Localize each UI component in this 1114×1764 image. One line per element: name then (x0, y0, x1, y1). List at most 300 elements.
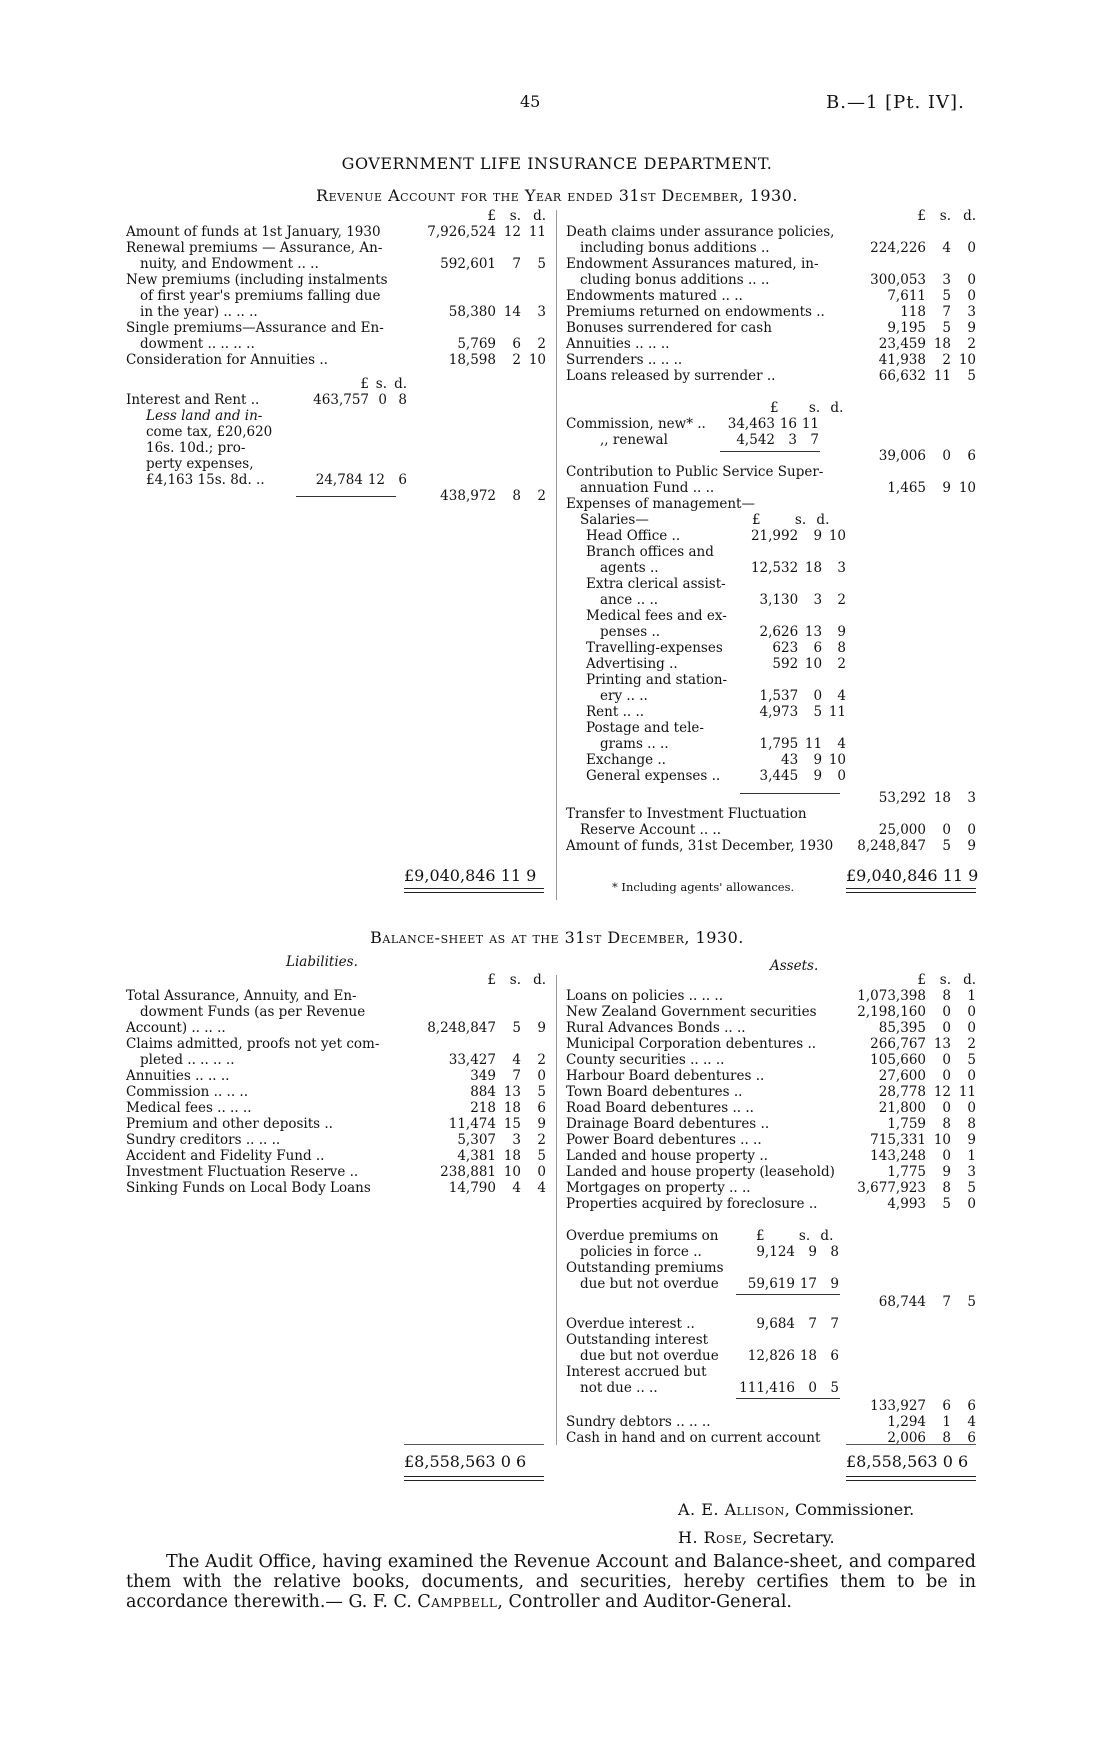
overdue-a2-pounds: 59,619 (747, 1276, 795, 1292)
asset-row-shillings: 12 (933, 1084, 951, 1100)
expense-item-shillings: 0 (813, 688, 823, 704)
expense-item-pounds (727, 720, 798, 736)
revenue-divider (556, 210, 557, 900)
income-row-pounds (416, 240, 496, 256)
asset-row-label: Drainage Board debentures .. (566, 1116, 770, 1132)
expense-item-label: ery .. .. (600, 688, 648, 704)
asset-row-pounds: 1,775 (887, 1164, 926, 1180)
commission-new-pounds: 34,463 (727, 416, 775, 432)
interest-pence-head: d. (394, 376, 407, 392)
expense-item-pence (822, 672, 846, 688)
liability-row (126, 1116, 546, 1132)
expenditure-row-label: Bonuses surrendered for cash (566, 320, 772, 336)
expenditure-row (566, 272, 976, 288)
interest-a2-pounds: 12,826 (747, 1348, 795, 1364)
liability-row-pence (521, 1036, 546, 1052)
expense-item-shillings: 10 (804, 656, 823, 672)
less-amount-shillings: 12 (367, 472, 385, 488)
expenditure-row (566, 336, 976, 352)
asset-row-label: New Zealand Government securities (566, 1004, 817, 1020)
expenditure-row-label: Premiums returned on endowments .. (566, 304, 825, 320)
asset-row-pounds: 27,600 (878, 1068, 926, 1084)
revenue-total-left-rule (404, 888, 544, 893)
cash-shillings: 8 (942, 1430, 951, 1446)
interest-amount-shillings: 0 (378, 392, 387, 408)
liability-row (126, 1164, 546, 1180)
asset-row (566, 988, 976, 1004)
income-row (126, 304, 546, 320)
expenditure-row (566, 352, 976, 368)
income-row-pence: 5 (537, 256, 546, 272)
asset-row (566, 1036, 976, 1052)
asset-row-pounds: 28,778 (878, 1084, 926, 1100)
expense-item (586, 736, 846, 752)
contribution-shillings: 9 (942, 480, 951, 496)
expenditure-row-pence (951, 256, 976, 272)
asset-row-shillings: 13 (933, 1036, 951, 1052)
expenses-heading: Expenses of management— (566, 496, 755, 512)
expenditure-row-shillings (926, 224, 951, 240)
expense-item (586, 640, 846, 656)
overdue-a1-pence: 8 (830, 1244, 839, 1260)
liability-row-pence: 0 (537, 1068, 546, 1084)
asset-row-pounds: 3,677,923 (857, 1180, 926, 1196)
commission-renewal-shillings: 3 (788, 432, 797, 448)
overdue-a1-shillings: 9 (808, 1244, 817, 1260)
income-row-pounds: 58,380 (448, 304, 496, 320)
income-row-pounds: 7,926,524 (427, 224, 496, 240)
expenditure-row (566, 256, 976, 272)
asset-row-pence: 0 (967, 1100, 976, 1116)
expenditure-row-pence: 9 (967, 320, 976, 336)
asset-row-pence: 9 (967, 1132, 976, 1148)
less-line-3: 16s. 10d.; pro- (146, 440, 246, 456)
income-row-pounds: 592,601 (440, 256, 496, 272)
liability-row-shillings: 18 (503, 1148, 521, 1164)
interest-a2-pence: 6 (830, 1348, 839, 1364)
income-row (126, 272, 546, 288)
commissioner-name: A. E. Allison (678, 1500, 785, 1519)
signature-secretary (678, 1528, 835, 1547)
pound-head: £ (487, 208, 496, 224)
interest-total-pounds: 133,927 (870, 1398, 926, 1414)
asset-row-label: Harbour Board debentures .. (566, 1068, 765, 1084)
interest-a3-pounds: 111,416 (739, 1380, 795, 1396)
expense-item-label: Travelling-expenses (586, 640, 723, 656)
expenditure-row-label: Loans released by surrender .. (566, 368, 776, 384)
expense-item-pounds: 3,130 (759, 592, 799, 608)
asset-row (566, 1100, 976, 1116)
auditor-name: Campbell (417, 1592, 498, 1612)
less-amount-pounds: 24,784 (315, 472, 363, 488)
income-row-pence: 3 (537, 304, 546, 320)
asset-row (566, 1164, 976, 1180)
liability-row (126, 1084, 546, 1100)
liability-row-pence (521, 988, 546, 1004)
asset-row-pounds: 143,248 (870, 1148, 926, 1164)
expenditure-row (566, 304, 976, 320)
expenditure-row-label: Endowments matured .. .. (566, 288, 743, 304)
less-line-5: £4,163 15s. 8d. .. (146, 472, 265, 488)
asset-row-pence: 5 (967, 1180, 976, 1196)
expense-item (586, 704, 846, 720)
interest-rule (736, 1398, 840, 1399)
less-rule (296, 496, 396, 497)
expenditure-row-shillings: 5 (942, 288, 951, 304)
asset-row-label: Town Board debentures .. (566, 1084, 743, 1100)
interest-line-1: Overdue interest .. (566, 1316, 695, 1332)
expense-item-label: Branch offices and (586, 544, 714, 560)
expense-item-pence (822, 720, 846, 736)
asset-row-pounds: 85,395 (878, 1020, 926, 1036)
asset-row-label: Loans on policies .. .. .. (566, 988, 723, 1004)
expense-item-pence: 3 (837, 560, 846, 576)
page-title: GOVERNMENT LIFE INSURANCE DEPARTMENT. (341, 154, 773, 173)
asset-row-pence: 0 (967, 1068, 976, 1084)
revenue-currency-head (126, 208, 546, 224)
income-row-shillings: 6 (512, 336, 521, 352)
overdue-line-3: Outstanding premiums (566, 1260, 724, 1276)
liability-row-pounds: 14,790 (448, 1180, 496, 1196)
expense-item (586, 656, 846, 672)
liability-row-label: Sundry creditors .. .. .. (126, 1132, 281, 1148)
expenditure-row-shillings: 7 (942, 304, 951, 320)
asset-row (566, 1020, 976, 1036)
liability-row-shillings: 4 (512, 1052, 521, 1068)
asset-pound-head: £ (917, 972, 926, 988)
liability-row (126, 1148, 546, 1164)
expense-item-pence: 0 (837, 768, 846, 784)
asset-row (566, 1180, 976, 1196)
income-row-pence: 11 (528, 224, 546, 240)
expenses-total-pence: 3 (967, 790, 976, 806)
cash-pounds: 2,006 (887, 1430, 926, 1446)
liabilities-heading: Liabilities. (286, 954, 358, 970)
expenditure-row-pounds: 7,611 (887, 288, 926, 304)
contribution-pence: 10 (958, 480, 976, 496)
expenditure-row-pence (951, 224, 976, 240)
expenditure-row-pounds: 9,195 (887, 320, 926, 336)
sundry-shillings: 1 (942, 1414, 951, 1430)
liability-row-pence: 5 (537, 1084, 546, 1100)
asset-row-shillings: 0 (942, 1052, 951, 1068)
footnote: * Including agents' allowances. (612, 880, 795, 894)
expenditure-row-shillings: 4 (942, 240, 951, 256)
expense-item-shillings: 9 (813, 752, 823, 768)
expenditure-row-label: Death claims under assurance policies, (566, 224, 835, 240)
income-row-label: New premiums (including instalments (126, 272, 388, 288)
expense-item-pence: 10 (828, 528, 846, 544)
commission-renewal-pounds: 4,542 (736, 432, 775, 448)
liab-pound-head: £ (487, 972, 496, 988)
liability-row (126, 1068, 546, 1084)
asset-row-pounds: 4,993 (887, 1196, 926, 1212)
expenditure-row-shillings: 11 (933, 368, 951, 384)
secretary-role: , Secretary. (742, 1528, 835, 1547)
liabilities-side (126, 972, 546, 1196)
income-row-pence: 2 (537, 336, 546, 352)
liability-row-label: Commission .. .. .. (126, 1084, 248, 1100)
income-row-label: Single premiums—Assurance and En- (126, 320, 384, 336)
commission-renewal-label: ,, renewal (600, 432, 668, 448)
commission-pound-head: £ (770, 400, 779, 416)
liability-row-shillings: 5 (512, 1020, 521, 1036)
sundry-pence: 4 (967, 1414, 976, 1430)
expense-item (586, 752, 846, 768)
asset-row-shillings: 9 (942, 1164, 951, 1180)
liability-row-pounds: 5,307 (457, 1132, 496, 1148)
liability-row-label: Accident and Fidelity Fund .. (126, 1148, 325, 1164)
income-row-pence (521, 320, 546, 336)
cash-label: Cash in hand and on current account (566, 1430, 821, 1446)
page-number: 45 (520, 92, 541, 111)
revenue-expenditure-side (566, 208, 976, 384)
expense-item-pence: 4 (837, 736, 846, 752)
liability-row-pounds: 884 (470, 1084, 496, 1100)
balance-total-right: £8,558,563 0 6 (846, 1452, 969, 1471)
asset-row-shillings: 8 (942, 1116, 951, 1132)
expense-item-label: grams .. .. (600, 736, 669, 752)
income-row-pence (521, 272, 546, 288)
expense-item-label: Advertising .. (586, 656, 678, 672)
secretary-name: H. Rose (678, 1528, 743, 1547)
overdue-pound-head: £ (756, 1228, 765, 1244)
expenses-list (586, 528, 846, 784)
liability-row-label: pleted .. .. .. .. (140, 1052, 235, 1068)
funds-end-pounds: 8,248,847 (857, 838, 926, 854)
asset-row-label: Power Board debentures .. .. (566, 1132, 762, 1148)
expense-item-pence: 2 (837, 592, 846, 608)
overdue-currency-head (756, 1228, 833, 1244)
commission-head (770, 400, 843, 416)
asset-row-pence: 11 (958, 1084, 976, 1100)
expense-item-shillings: 5 (813, 704, 823, 720)
expenditure-row-shillings: 18 (933, 336, 951, 352)
expense-item-pence (822, 576, 846, 592)
expenditure-row (566, 224, 976, 240)
revenue-income-side (126, 208, 546, 368)
liability-row-shillings: 10 (503, 1164, 521, 1180)
expense-item-pounds: 1,537 (759, 688, 799, 704)
commission-new-shillings: 16 (779, 416, 797, 432)
revenue-total-right: £9,040,846 11 9 (846, 866, 979, 885)
commission-total-shillings: 0 (942, 448, 951, 464)
assets-heading: Assets. (770, 958, 819, 974)
asset-row (566, 1132, 976, 1148)
interest-shilling-head: s. (375, 376, 387, 392)
expense-item-pence: 2 (837, 656, 846, 672)
expense-item-label: General expenses .. (586, 768, 721, 784)
expense-item (586, 688, 846, 704)
liab-pence-head: d. (533, 972, 546, 988)
liability-row-pence: 0 (537, 1164, 546, 1180)
liability-row-pounds: 4,381 (457, 1148, 496, 1164)
expense-item (586, 528, 846, 544)
overdue-pence-head: d. (820, 1228, 834, 1244)
funds-end-label: Amount of funds, 31st December, 1930 (566, 838, 834, 854)
balance-divider (556, 975, 557, 1445)
asset-row (566, 1116, 976, 1132)
expenditure-row-pounds: 41,938 (878, 352, 926, 368)
asset-row-label: Road Board debentures .. .. (566, 1100, 754, 1116)
expense-item-label: Rent .. .. (586, 704, 645, 720)
expense-item-label: Head Office .. (586, 528, 681, 544)
asset-row-shillings: 10 (933, 1132, 951, 1148)
expenditure-row-pounds: 23,459 (878, 336, 926, 352)
expenditure-row-pounds: 300,053 (870, 272, 926, 288)
asset-row-label: Properties acquired by foreclosure .. (566, 1196, 818, 1212)
assets-side (566, 972, 976, 1212)
asset-row-shillings: 0 (942, 1004, 951, 1020)
auditor-role: , Controller and Auditor-General. (497, 1592, 792, 1612)
expenditure-row (566, 320, 976, 336)
income-row-pounds: 5,769 (457, 336, 496, 352)
asset-row-pence: 1 (967, 988, 976, 1004)
liability-row-pounds: 238,881 (440, 1164, 496, 1180)
expense-item-pounds: 623 (772, 640, 799, 656)
asset-row-shillings: 0 (942, 1068, 951, 1084)
asset-pence-head: d. (963, 972, 976, 988)
liability-row-label: Total Assurance, Annuity, and En- (126, 988, 357, 1004)
income-row-label: of first year's premiums falling due (140, 288, 381, 304)
overdue-a2-pence: 9 (830, 1276, 839, 1292)
expenditure-row-pence: 2 (967, 336, 976, 352)
overdue-line-4: due but not overdue (580, 1276, 719, 1292)
income-row (126, 288, 546, 304)
expenditure-row (566, 240, 976, 256)
expenditure-row-label: including bonus additions .. (580, 240, 770, 256)
pence-head: d. (533, 208, 546, 224)
expense-item-shillings: 9 (813, 528, 823, 544)
expense-item-pounds: 1,795 (759, 736, 799, 752)
asset-row (566, 1004, 976, 1020)
asset-row-label: Rural Advances Bonds .. .. (566, 1020, 746, 1036)
liability-row-shillings: 7 (512, 1068, 521, 1084)
commission-shilling-head: s. (808, 400, 821, 416)
asset-row-pounds: 266,767 (870, 1036, 926, 1052)
asset-row-pence: 0 (967, 1196, 976, 1212)
liability-row-pounds: 218 (470, 1100, 496, 1116)
interest-amount-pence: 8 (398, 392, 407, 408)
transfer-line-2: Reserve Account .. .. (580, 822, 721, 838)
expense-item-shillings: 11 (804, 736, 823, 752)
asset-row-pence: 1 (967, 1148, 976, 1164)
expenditure-row (566, 288, 976, 304)
expense-item-shillings: 6 (813, 640, 823, 656)
liability-row-pounds (416, 988, 496, 1004)
expense-item (586, 544, 846, 560)
sundry-pounds: 1,294 (887, 1414, 926, 1430)
expense-item-shillings (798, 672, 822, 688)
expenses-currency-head (752, 512, 829, 528)
expense-item (586, 720, 846, 736)
income-row-shillings: 7 (512, 256, 521, 272)
income-row-label: Amount of funds at 1st January, 1930 (126, 224, 381, 240)
income-row-pence (521, 240, 546, 256)
asset-row-shillings: 0 (942, 1100, 951, 1116)
expense-item-shillings: 9 (813, 768, 823, 784)
expense-item-pounds: 21,992 (750, 528, 799, 544)
liab-shilling-head: s. (509, 972, 521, 988)
expenses-pence-head: d. (816, 512, 830, 528)
liability-row-pounds: 8,248,847 (427, 1020, 496, 1036)
expense-item (586, 624, 846, 640)
expense-item-pounds: 592 (772, 656, 799, 672)
audit-text: The Audit Office, having examined the Revenue Account and Balance-sheet, and compared them with the relative books, documents, and securities, hereby certifies them to be in accordance therewith.— G. F. C. (126, 1552, 976, 1612)
less-line-2: come tax, £20,620 (146, 424, 273, 440)
expense-item (586, 768, 846, 784)
expenditure-row-label: Endowment Assurances matured, in- (566, 256, 819, 272)
expense-item-pounds: 2,626 (759, 624, 799, 640)
interest-total-shillings: 6 (942, 1398, 951, 1414)
asset-row-shillings: 0 (942, 1148, 951, 1164)
expenditure-row-pounds: 118 (900, 304, 926, 320)
income-row-pounds (416, 272, 496, 288)
expenditure-row-pounds: 66,632 (878, 368, 926, 384)
liability-row-label: Account) .. .. .. (126, 1020, 226, 1036)
interest-rent-block (126, 376, 546, 408)
income-row-shillings: 12 (503, 224, 521, 240)
liability-row-pence: 4 (537, 1180, 546, 1196)
income-row-shillings (496, 320, 521, 336)
expenditure-row-label: Annuities .. .. .. (566, 336, 670, 352)
funds-end-pence: 9 (967, 838, 976, 854)
expenditure-row-pence: 0 (967, 272, 976, 288)
income-row-label: dowment .. .. .. .. (140, 336, 255, 352)
asset-row-label: Mortgages on property .. .. (566, 1180, 751, 1196)
expense-item-label: Printing and station- (586, 672, 728, 688)
liability-row-label: Sinking Funds on Local Body Loans (126, 1180, 371, 1196)
income-row-label: Renewal premiums — Assurance, An- (126, 240, 383, 256)
expenditure-row-pence: 0 (967, 288, 976, 304)
expense-item (586, 560, 846, 576)
expense-item-pounds (727, 608, 798, 624)
expense-item-label: penses .. (600, 624, 661, 640)
commission-total-pounds: 39,006 (878, 448, 926, 464)
liability-row-shillings (496, 988, 521, 1004)
expense-item-pounds: 3,445 (759, 768, 799, 784)
asset-row-pounds: 1,073,398 (857, 988, 926, 1004)
expense-item-label: Medical fees and ex- (586, 608, 727, 624)
overdue-shilling-head: s. (798, 1228, 811, 1244)
exp-pound-head: £ (917, 208, 926, 224)
income-row (126, 224, 546, 240)
commission-total-pence: 6 (967, 448, 976, 464)
expenditure-row (566, 368, 976, 384)
expenditure-row-pence: 3 (967, 304, 976, 320)
expenditure-row-pounds: 224,226 (870, 240, 926, 256)
asset-row-pounds: 105,660 (870, 1052, 926, 1068)
expense-item-pounds: 12,532 (750, 560, 799, 576)
asset-row-pence: 8 (967, 1116, 976, 1132)
asset-row-pounds: 1,759 (887, 1116, 926, 1132)
expenses-total-pounds: 53,292 (878, 790, 926, 806)
commission-new-pence: 11 (801, 416, 819, 432)
expense-item-pence: 11 (828, 704, 846, 720)
interest-net-shillings: 8 (512, 488, 521, 504)
asset-row-pounds: 2,198,160 (857, 1004, 926, 1020)
expenditure-row-label: cluding bonus additions .. .. (580, 272, 770, 288)
liability-row-pounds: 11,474 (448, 1116, 496, 1132)
expense-item-shillings (798, 544, 822, 560)
overdue-line-2: policies in force .. (580, 1244, 702, 1260)
expenditure-row-shillings: 2 (942, 352, 951, 368)
asset-row-pence: 3 (967, 1164, 976, 1180)
overdue-rule (736, 1294, 840, 1295)
funds-end-shillings: 5 (942, 838, 951, 854)
revenue-heading: Revenue Account for the Year ended 31st December, 1930. (316, 186, 798, 205)
asset-row (566, 1084, 976, 1100)
